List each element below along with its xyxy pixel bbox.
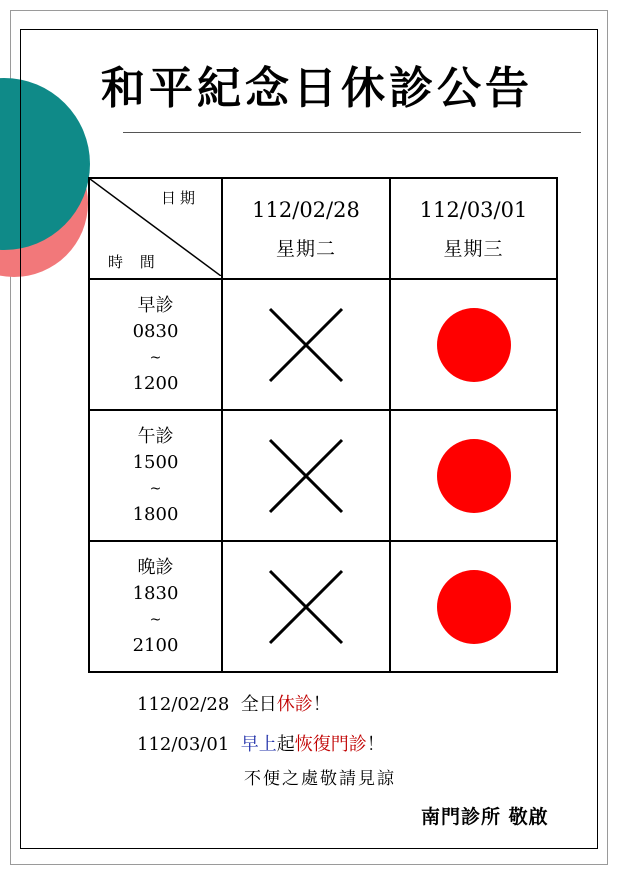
date-column-header (222, 178, 390, 279)
status-cell (222, 279, 390, 410)
closed-x-icon (266, 567, 346, 647)
session-end: 2100 (132, 634, 179, 656)
title-underline (123, 132, 581, 133)
notice-date: 112/03/01 (137, 734, 230, 755)
notice-line-reopen (137, 730, 385, 756)
date-column-header (390, 178, 557, 279)
session-cell (89, 541, 222, 672)
column-date: 112/02/28 (252, 197, 360, 222)
table-row (89, 279, 557, 410)
table-row (89, 541, 557, 672)
notice-title: 和平紀念日休診公告 (101, 63, 533, 114)
notice-text: 起 (276, 734, 295, 755)
corner-time-label: 時 間 (108, 253, 161, 271)
clinic-signature: 南門診所 敬啟 (421, 806, 549, 828)
session-name: 午診 (137, 425, 174, 447)
session-name: 晚診 (137, 556, 174, 578)
notice-line-closed (137, 690, 331, 716)
session-start: 0830 (132, 320, 179, 342)
apology-text: 不便之處敬請見諒 (244, 769, 396, 789)
session-separator: ~ (149, 611, 162, 628)
session-cell (89, 410, 222, 541)
notice-highlight-morning: 早上 (240, 734, 277, 755)
open-red-circle-icon (436, 307, 512, 383)
status-cell (222, 541, 390, 672)
closed-x-icon (266, 305, 346, 385)
open-red-circle-icon (436, 438, 512, 514)
corner-cell (89, 178, 222, 279)
notice-punct: ！ (312, 694, 331, 715)
schedule-table (88, 177, 558, 673)
open-red-circle-icon (436, 569, 512, 645)
closed-x-icon (266, 436, 346, 516)
table-row (89, 410, 557, 541)
session-name: 早診 (137, 294, 174, 316)
corner-date-label: 日期 (160, 189, 199, 207)
session-separator: ~ (149, 480, 162, 497)
session-end: 1800 (132, 503, 179, 525)
session-end: 1200 (132, 372, 179, 394)
status-cell (222, 410, 390, 541)
session-separator: ~ (149, 349, 162, 366)
notice-highlight-closed: 休診 (276, 694, 313, 715)
status-cell (390, 410, 557, 541)
session-cell (89, 279, 222, 410)
session-start: 1500 (132, 451, 179, 473)
notice-date: 112/02/28 (137, 694, 230, 715)
column-weekday: 星期三 (443, 237, 504, 260)
notice-highlight-reopen: 恢復門診 (294, 734, 367, 755)
status-cell (390, 541, 557, 672)
notice-text: 全日 (240, 694, 277, 715)
column-date: 112/03/01 (419, 197, 528, 222)
session-start: 1830 (132, 582, 179, 604)
column-weekday: 星期二 (275, 237, 336, 260)
status-cell (390, 279, 557, 410)
table-header-row (89, 178, 557, 279)
notice-punct: ！ (366, 734, 385, 755)
